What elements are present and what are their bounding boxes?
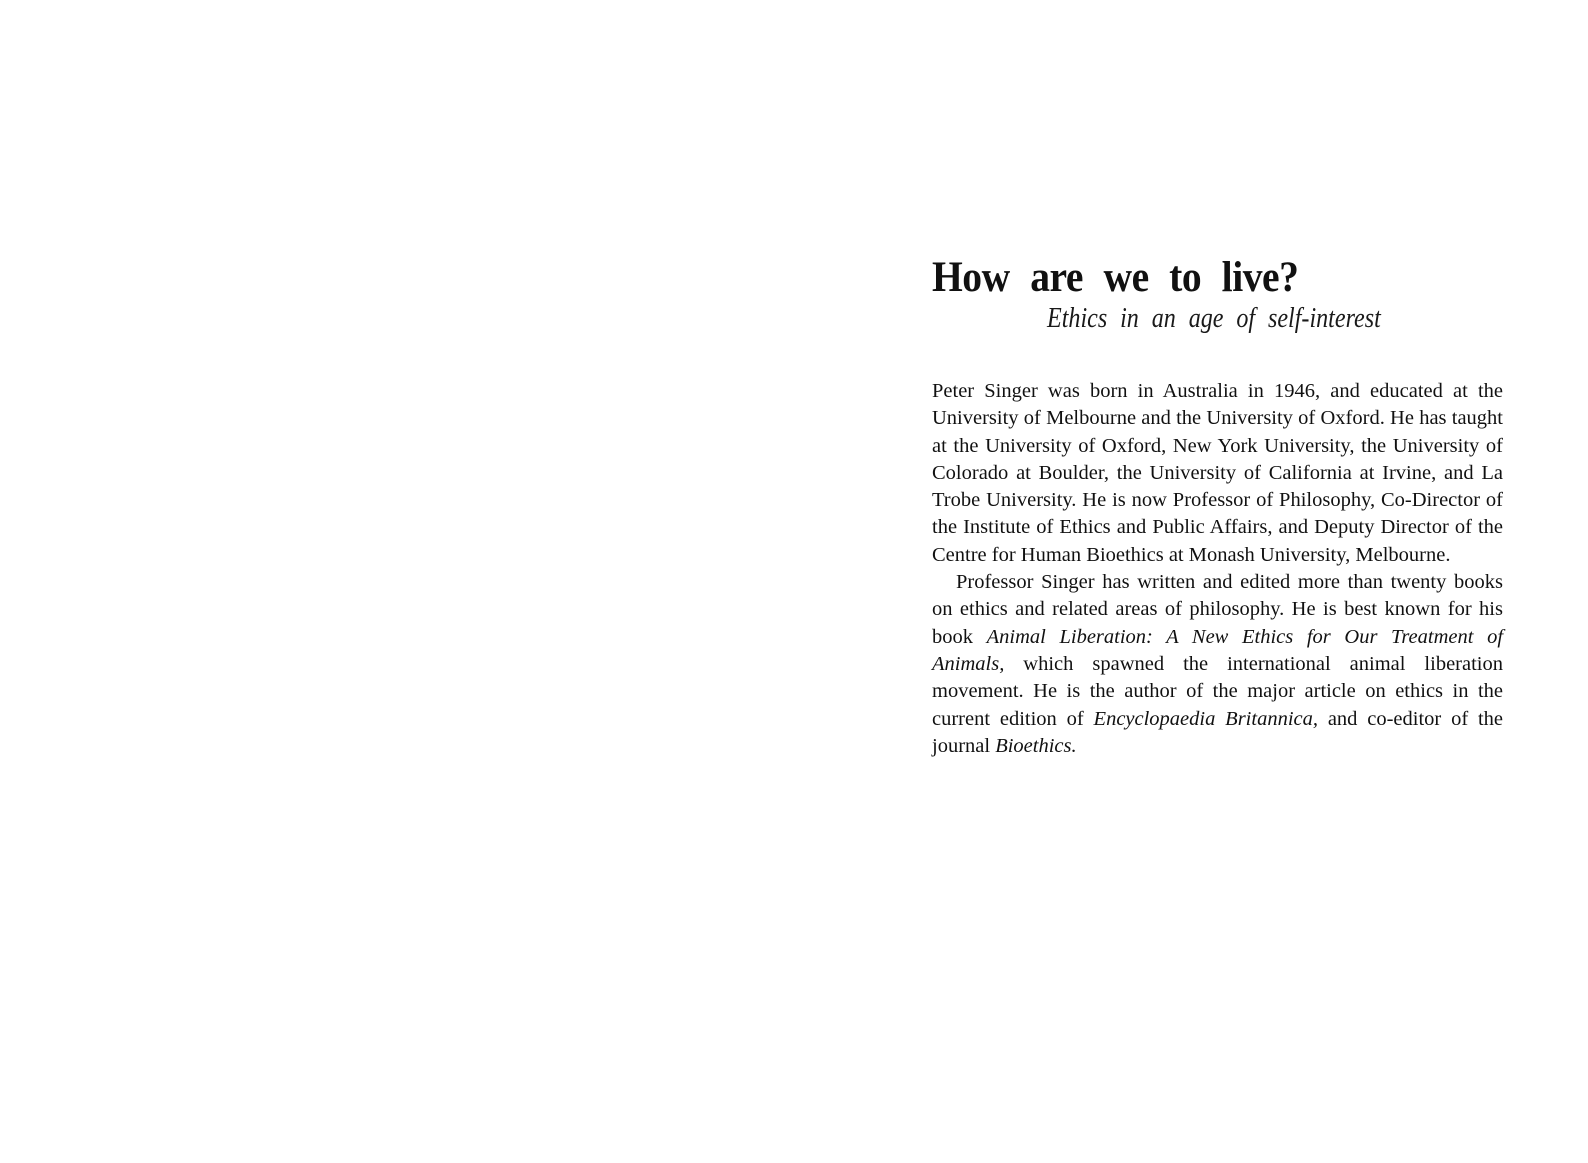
bio-paragraph-2-text-1: Professor Singer has written and edited more than twenty books on ethics and related areas of philosophy. He is best known for his book [932, 571, 1503, 648]
book-subtitle: Ethics in an age of self-interest [1047, 303, 1381, 334]
bioethics-journal-title: Bioethics. [995, 734, 1077, 757]
author-biography [932, 378, 1503, 760]
book-title: How are we to live? [932, 254, 1299, 301]
bio-paragraph-2-text-2: which spawned the international animal liberation movement. He is the author of the major article on ethics in the current edition of [932, 652, 1503, 730]
encyclopaedia-britannica-title: Encyclopaedia Britannica, [1093, 707, 1318, 730]
bio-paragraph-2-text-3: and co-editor of the journal [932, 707, 1504, 757]
animal-liberation-title: Animal Liberation: A New Ethics for Our Treatment of Animals, [932, 625, 1504, 675]
bio-paragraph-2 [932, 569, 1503, 760]
right-page [794, 0, 1588, 1163]
bio-paragraph-1: Peter Singer was born in Australia in 1946, and educated at the University of Melbourne and the University of Oxford. He has taught at the University of Oxford, New York University, the University of Colorado at Boulder, the University of California at Irvine, and La Trobe University. He is now Professor of Philosophy, Co-Director of the Institute of Ethics and Public Affairs, and Deputy Director of the Centre for Human Bioethics at Monash University, Melbourne. [932, 380, 1503, 566]
